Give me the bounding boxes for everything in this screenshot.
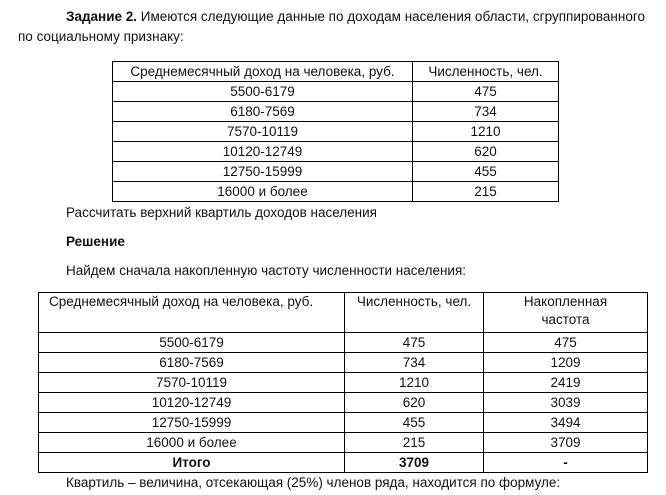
population-cell: 620 xyxy=(345,393,484,413)
table-row xyxy=(113,182,559,202)
cumulative-cell: 3709 xyxy=(484,433,648,453)
income-cell: 6180-7569 xyxy=(39,353,345,373)
header-income: Среднемесячный доход на человека, руб. xyxy=(39,293,345,333)
income-table xyxy=(112,61,559,202)
population-cell: 734 xyxy=(345,353,484,373)
task-text-line2: по социальному признаку: xyxy=(18,29,184,44)
header-cumulative xyxy=(484,293,648,333)
income-cell: 12750-15999 xyxy=(39,413,345,433)
income-cell: 7570-10119 xyxy=(113,122,413,142)
table-row xyxy=(39,393,648,413)
task-text-line1: Имеются следующие данные по доходам населения области, сгруппированного xyxy=(137,9,645,24)
income-cell: 5500-6179 xyxy=(39,333,345,353)
income-cell: 10120-12749 xyxy=(39,393,345,413)
population-cell: 1210 xyxy=(345,373,484,393)
header-income: Среднемесячный доход на человека, руб. xyxy=(113,62,413,82)
cumulative-cell: 3039 xyxy=(484,393,648,413)
table-row xyxy=(113,162,559,182)
population-cell: 475 xyxy=(345,333,484,353)
instruction-text: Рассчитать верхний квартиль доходов населения xyxy=(66,205,377,220)
income-cell: 6180-7569 xyxy=(113,102,413,122)
income-cell: 12750-15999 xyxy=(113,162,413,182)
header-population: Численность, чел. xyxy=(345,293,484,333)
population-cell: 1210 xyxy=(413,122,559,142)
task-paragraph-line1 xyxy=(66,9,645,24)
solution-heading: Решение xyxy=(66,234,125,249)
income-cell: 5500-6179 xyxy=(113,82,413,102)
cumulative-cell: 475 xyxy=(484,333,648,353)
cumulative-cell: 2419 xyxy=(484,373,648,393)
table-row xyxy=(113,142,559,162)
population-cell: 455 xyxy=(413,162,559,182)
table-row xyxy=(113,102,559,122)
cumulative-cell: 1209 xyxy=(484,353,648,373)
table-row xyxy=(39,353,648,373)
header-cumulative-line1: Накопленная xyxy=(523,294,608,309)
total-row xyxy=(39,453,648,473)
table-row xyxy=(39,413,648,433)
population-cell: 215 xyxy=(345,433,484,453)
cumulative-table xyxy=(38,292,648,473)
total-label: Итого xyxy=(39,453,345,473)
table-row xyxy=(39,433,648,453)
table-row xyxy=(39,333,648,353)
income-cell: 16000 и более xyxy=(39,433,345,453)
footer-text: Квартиль – величина, отсекающая (25%) членов ряда, находится по формуле: xyxy=(66,475,561,490)
table-header-row xyxy=(113,62,559,82)
table-row xyxy=(113,82,559,102)
population-cell: 215 xyxy=(413,182,559,202)
task-title: Задание 2. xyxy=(66,9,138,24)
population-cell: 475 xyxy=(413,82,559,102)
table-row xyxy=(113,122,559,142)
total-population: 3709 xyxy=(345,453,484,473)
income-cell: 10120-12749 xyxy=(113,142,413,162)
population-cell: 734 xyxy=(413,102,559,122)
income-cell: 16000 и более xyxy=(113,182,413,202)
solution-intro: Найдем сначала накопленную частоту численности населения: xyxy=(66,263,467,278)
cumulative-cell: 3494 xyxy=(484,413,648,433)
population-cell: 620 xyxy=(413,142,559,162)
header-cumulative-line2: частота xyxy=(541,312,590,327)
header-population: Численность, чел. xyxy=(413,62,559,82)
population-cell: 455 xyxy=(345,413,484,433)
total-cumulative: - xyxy=(484,453,648,473)
table-header-row xyxy=(39,293,648,333)
table-row xyxy=(39,373,648,393)
income-cell: 7570-10119 xyxy=(39,373,345,393)
